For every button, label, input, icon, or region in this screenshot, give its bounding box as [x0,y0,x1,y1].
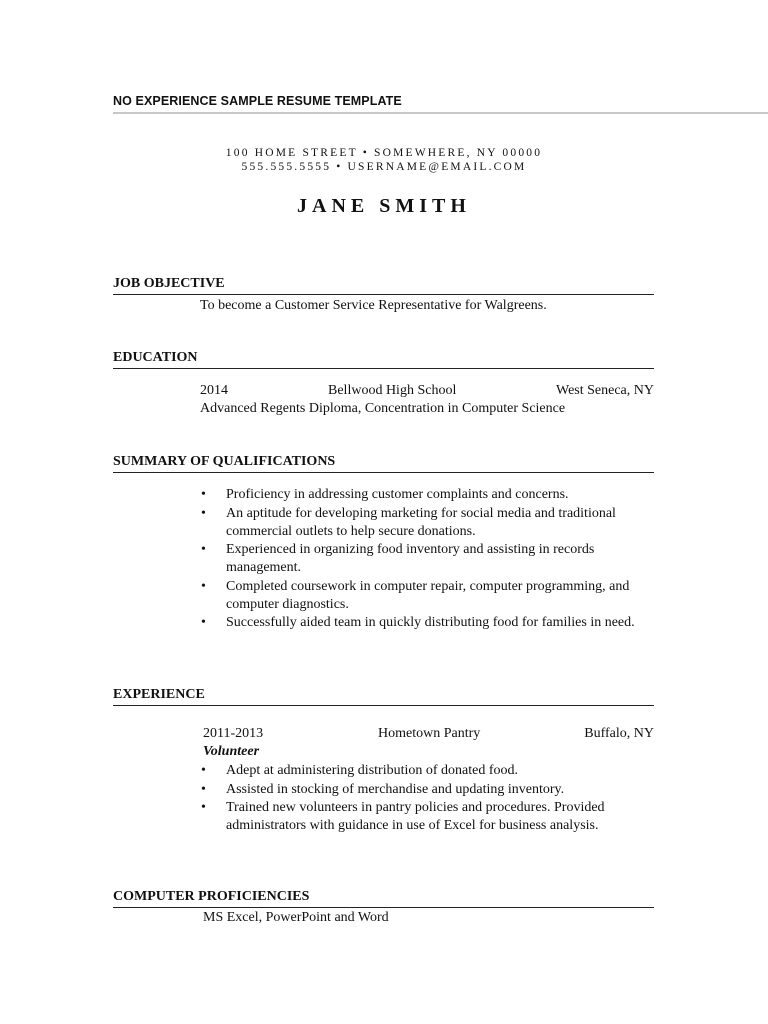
job-objective-text: To become a Customer Service Representative for Walgreens. [200,298,547,313]
qualification-text: Experienced in organizing food inventory and assisting in records management. [226,542,595,575]
list-item [200,486,660,504]
contact-address: 100 HOME STREET • SOMEWHERE, NY 00000 [225,147,543,159]
qualification-text: Successfully aided team in quickly distributing food for families in need. [226,615,635,630]
qualifications-heading: SUMMARY OF QUALIFICATIONS [113,454,336,469]
list-item [200,614,660,632]
bullet-icon: • [201,505,206,521]
title-divider [113,112,768,114]
experience-divider [113,705,654,706]
experience-item-text: Trained new volunteers in pantry policies and procedures. Provided administrators with guidance in use of Excel for business analysis. [226,800,605,833]
qualification-text: An aptitude for developing marketing for social media and traditional commercial outlets to help secure donations. [226,505,616,539]
experience-item-text: Adept at administering distribution of donated food. [226,763,519,778]
candidate-name: JANE SMITH [297,195,471,217]
qualifications-divider [113,472,654,473]
education-details: Advanced Regents Diploma, Concentration in Computer Science [200,401,566,416]
qualification-text: Proficiency in addressing customer complaints and concerns. [226,487,569,502]
computer-heading: COMPUTER PROFICIENCIES [113,889,310,904]
education-school: Bellwood High School [328,383,457,398]
education-divider [113,368,654,369]
bullet-icon: • [201,763,206,778]
list-item [200,762,660,780]
list-item [200,799,660,835]
experience-role: Volunteer [203,744,260,759]
document-title: NO EXPERIENCE SAMPLE RESUME TEMPLATE [113,94,402,108]
experience-organization: Hometown Pantry [378,726,481,741]
experience-item-text: Assisted in stocking of merchandise and updating inventory. [226,781,565,797]
job-objective-heading: JOB OBJECTIVE [113,276,225,291]
computer-divider [113,907,654,908]
experience-heading: EXPERIENCE [113,687,205,702]
education-location: West Seneca, NY [555,383,654,398]
education-year: 2014 [200,383,228,398]
bullet-icon: • [201,781,206,797]
bullet-icon: • [201,487,206,502]
experience-dates: 2011-2013 [203,726,264,741]
list-item [200,505,660,541]
bullet-icon: • [201,542,206,557]
experience-list [200,762,660,836]
qualifications-list [200,486,660,633]
list-item [200,578,660,614]
qualification-text: Completed coursework in computer repair, computer programming, and computer diagnostics. [226,578,630,612]
computer-text: MS Excel, PowerPoint and Word [203,910,389,925]
bullet-icon: • [201,615,206,630]
bullet-icon: • [201,800,206,815]
list-item [200,781,660,799]
list-item [200,541,660,577]
experience-location: Buffalo, NY [584,726,654,741]
bullet-icon: • [201,578,206,594]
education-heading: EDUCATION [113,350,198,365]
contact-phone-email: 555.555.5555 • USERNAME@EMAIL.COM [241,161,527,173]
job-objective-divider [113,294,654,295]
